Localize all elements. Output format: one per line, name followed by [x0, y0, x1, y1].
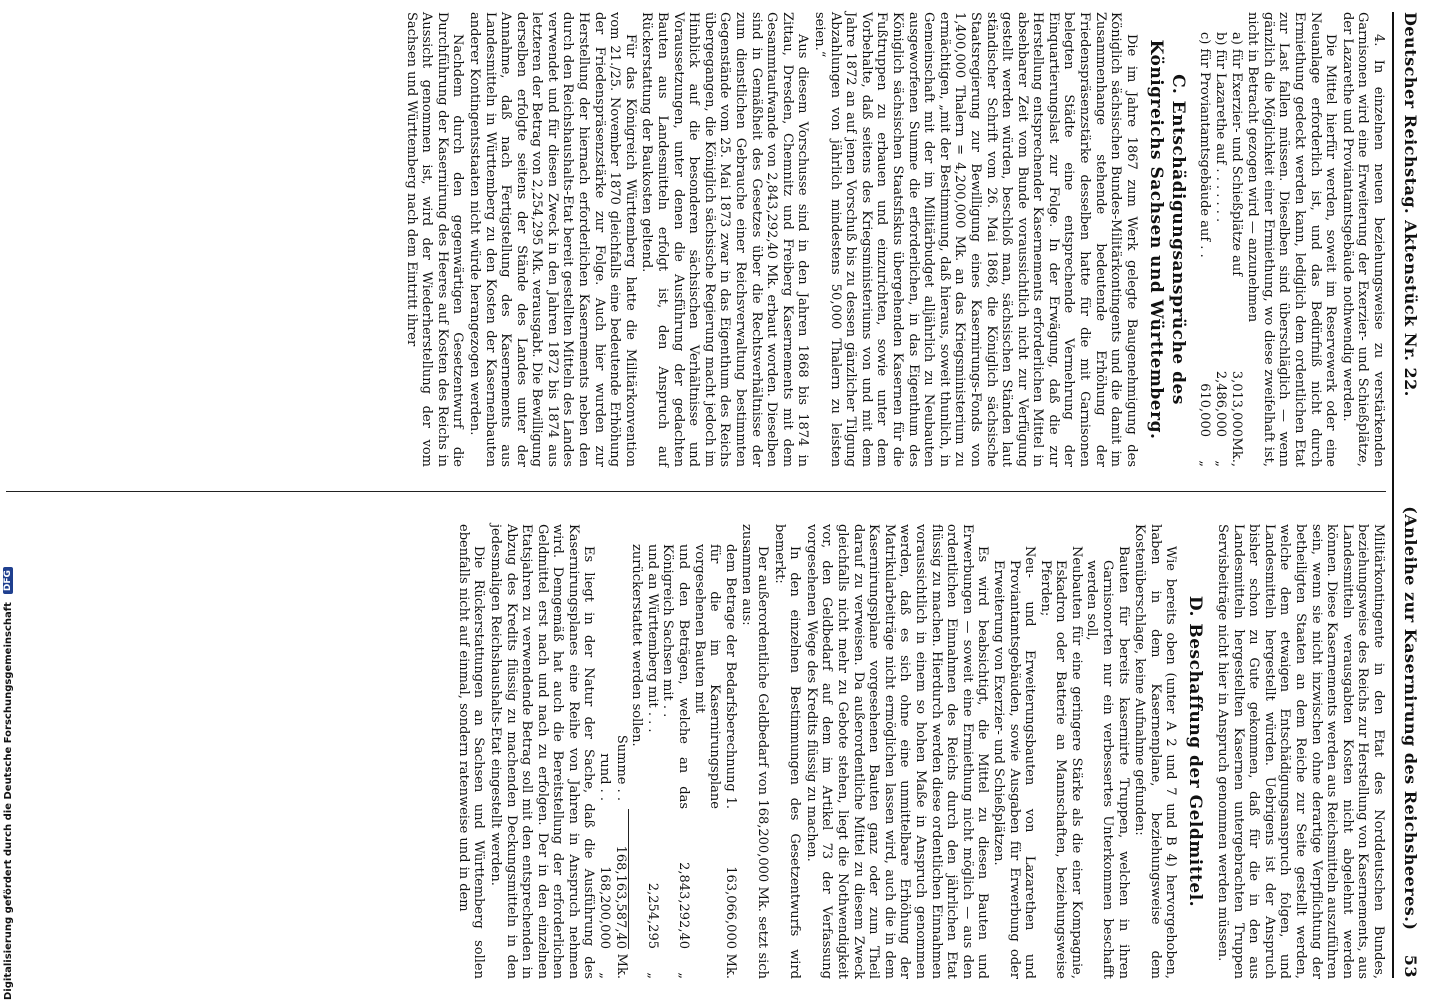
paragraph-vorschuss: Aus diesem Vorschusse sind in den Jahren 1868 bis 1874 in Zittau, Dresden, Chemnitz und Freiberg Kasernements mit dem Gesammtaufwande von 2,843,292,40 Mk. erbaut worden. Dieselben sind in Gemäßheit des Gesetzes über die Rechtsverhältnisse der zum dienstlichen Gebrauche einer Reichsverwaltung bestimmten Gegenstände vom 25. Mai 1873 zwar in das Eigenthum des Reichs übergegangen, die Königlich sächsische Regierung macht jedoch im Hinblick auf die besonderen sächsischen Verhältnisse und Voraussetzungen, unter denen die Ausführung der gedachten Bauten aus Landesmitteln erfolgt ist, den Anspruch auf Rückerstattung der Baukosten geltend. — [639, 12, 811, 467]
rund-row: rund . . 168,200,000 „ — [597, 753, 613, 979]
calc-row: und den Beträgen, welche an das Königreich Sachsen mit . . 2,843,292,40 „ — [660, 544, 692, 979]
right-column — [454, 524, 1386, 979]
dfg-logo: DFG — [3, 567, 13, 594]
cost-item-a: a) für Exerzier- und Schießplätze auf 3,013,000 Mk., — [1228, 32, 1244, 467]
paragraph-nachdem: Nachdem durch den gegenwärtigen Gesetzentwurf die Durchführung der Kasernirung des Heeres auf Kosten des Reichs in Aussicht genommen ist, wird der Wiederherstellung der vom Sachsen und Württemberg nach dem Eintritt ihrer — [403, 12, 466, 467]
left-column — [402, 12, 1386, 467]
paragraph-liegt: Es liegt in der Natur der Sache, daß die Ausführung des Kasernirungsplanes eine Reihe von Jahren in Anspruch nehmen wird. Demgemäß hat auch die Bereitstellung der erforderlichen Geldmittel erst nach und nach zu erfolgen. Der in den einzelnen Etatsjahren zu verwendende Betrag soll mit den entsprechenden in Abzug des Kredits flüssig zu machenden Deckungsmitteln in den jedesmaligen Reichshaushalts-Etat eingestellt werden. — [487, 524, 597, 979]
list-item: Neu- und Erweiterungsbauten von Lazarethen und Proviantamtsgebäuden, sowie Ausgaben für Erwerbung oder Erweiterung von Exerzier- und Schießplätzen. — [990, 546, 1038, 979]
section-heading-c: C. Entschädigungsansprüche des Königreichs Sachsen und Württemberg. — [1145, 39, 1188, 440]
running-header — [1396, 12, 1418, 978]
digitization-credit — [1, 0, 15, 1000]
list-item: Bauten für bereits kasernirte Truppen, welchen in ihren Garnisonorten nur ein verbessertes Unterkommen beschafft werden soll, — [1084, 546, 1131, 979]
column-separator — [6, 491, 1386, 492]
paragraph-continued: Militärkontingente in den Etat des Norddeutschen Bundes, beziehungsweise des Reichs zur Herstellung von Kasernements, aus Landesmitteln verausgabten Kosten nicht abgelehnt werden können. Diese Kasernements werden aus Reichsmitteln auszuführen sein, wenn sie nicht inzwischen ohne derartige Verpflichtung der betheiligten Staaten an dem Reiche zur Seite gestellt werden, welche dem etwaigen Entschädigungsanspruch folgen, und Landesmitteln hergestellt würden. Uebrigens ist der Anspruch bisher schon zu Gute gekommen, daß für die in den aus Landesmitteln hergestellten Kasernen untergebrachten Truppen Servisbeiträge nicht hier in Anspruch genommen werden müssen. — [1215, 524, 1386, 979]
sum-row: Summe . . 168,163,587,40 Mk. — [612, 734, 629, 979]
cost-item-b: b) für Lazarethe auf . . . . . . . 2,486,000 „ — [1213, 32, 1229, 467]
digitization-credit-text: Digitalisierung gefördert durch die Deutsche Forschungsgemeinschaft — [2, 602, 14, 1000]
calc-row: und an Württemberg mit . . . 2,254,295 „ — [644, 544, 660, 979]
cost-item-c: c) für Proviantamtsgebäude auf . . 610,000 „ — [1197, 32, 1213, 467]
calc-row: dem Betrage der Bedarfsberechnung 1. für die im Kasernirungsplane vorgesehenen Bauten mit 163,066,000 Mk. — [691, 544, 738, 979]
section-heading-d: D. Beschaffung der Geldmittel. — [1185, 595, 1206, 908]
paragraph-4: 4. In einzelnen neuen beziehungsweise zu verstärkenden Garnisonen wird eine Erweiterung der Exerzier- und Schießplätze, der Lazarethe und Proviantamtsgebäude nothwendig werden. — [1339, 12, 1386, 467]
list-item: Neubauten für eine geringere Stärke als die einer Kompagnie, Eskadron oder Batterie an Mannschaften, beziehungsweise Pferden; — [1037, 546, 1084, 979]
paragraph-mittel: Die Mittel hierfür werden, soweit im Reservewerk oder eine Neuanlage erforderlich ist, und das Bedürfniß nicht durch Ermiethung gedeckt werden kann, lediglich dem ordentlichen Etat zur Last fallen müssen. Dieselben sind überschläglich — wenn gänzlich die Möglichkeit einer Ermiethung, wo diese zweifelhaft ist, nicht in Betracht gezogen wird — anzunehmen — [1245, 12, 1339, 467]
header-left: Deutscher Reichstag. Aktenstück Nr. 22. — [1401, 12, 1420, 397]
paragraph-bereits: Wie bereits oben (unter A 2 und 7 und B 4) hervorgehoben, haben in dem Kasernenplane, beziehungsweise dem Kostenüberschlage, keine Aufnahme gefunden: — [1132, 524, 1179, 979]
header-rule — [1392, 12, 1394, 978]
header-right: (Anleihe zur Kasernirung des Reichsheeres.) 53 — [1401, 506, 1420, 978]
paragraph-einzelnen: In den einzelnen Bestimmungen des Gesetzentwurfs wird bemerkt: — [771, 524, 803, 979]
paragraph-rueckerstattung: Die Rückerstattungen an Sachsen und Württemberg sollen ebenfalls nicht auf einmal, sondern ratenweise und in dem — [455, 524, 487, 979]
page-number: 53 — [1401, 954, 1420, 978]
paragraph-beabsichtigt: Es wird beabsichtigt, die Mittel zu diesen Bauten und Erwerbungen — soweit eine Ermiethung nicht möglich — aus den ordentlichen Einnahmen des Reichs durch den jährlichen Etat flüssig zu machen. Hierdurch werden diese ordentlichen Einnahmen voraussichtlich in einem so hohen Maße in Anspruch genommen werden, daß es sich ohne eine unmittelbare Erhöhung der Matrikularbeiträge nicht ermöglichen lassen wird, auch die in dem Kasernirungsplane vorgesehenen Bauten ganz oder zum Theil darauf zu verweisen. Da außerordentliche Mittel zu diesem Zweck gleichfalls nicht mehr zu Gebote stehen, liegt die Nothwendigkeit vor, den Geldbedarf auf dem im Artikel 73 der Verfassung vorgesehenen Wege des Kredits flüssig zu machen. — [803, 524, 991, 979]
paragraph-wuerttemberg: Für das Königreich Württemberg hatte die Militärkonvention vom 21./25. November 1870 gleichfalls eine bedeutende Erhöhung der Friedenspräsenzstärke zur Folge. Auch hier wurden zur Herstellung der hiernach erforderlichen Kasernements neben den durch den Reichshaushalts-Etat bereit gestellten Mitteln des Landes verwendet und für diesen Zweck in den Jahren 1872 bis 1874 aus letzteren der Betrag von 2,254,295 Mk. verausgabt. Die Bewilligung derselben erfolgte seitens der Stände des Landes unter der Annahme, daß nach Fertigstellung des Kasernements aus Landesmitteln in Württemberg zu den Kosten der Kasernenbauten anderer Kontingentsstaaten nicht würde herangezogen werden. — [466, 12, 638, 467]
paragraph-sachsen: Die im Jahre 1867 zum Werk gelegte Baugenehmigung des Königlich sächsischen Bundes-Militärkontingents und die damit im Zusammenhange stehende bedeutende Erhöhung der Friedenspräsenzstärke desselben hatte für die mit Garnisonen belegten Städte eine entsprechende Vermehrung der Einquartierungslast zur Folge. In der Erwägung, daß die zur Herstellung entsprechender Kasernements erforderlichen Mittel in absehbarer Zeit vom Bunde voraussichtlich nicht zur Verfügung gestellt werden würden, beschloß man, sächsischen Ständen laut ständischer Schrift vom 26. Mai 1868, die Königlich sächsische Staatsregierung zur Bewilligung eines Kasernirungs-Fonds von 1,400,000 Thalern = 4,200,000 Mk. an das Kriegsministerium zu ermächtigen, „mit der Bestimmung, daß hieraus, soweit thunlich, in Gemeinschaft mit der im Militärbudget alljährlich zu Neubauten ausgeworfenen Summe die erforderlichen, in das Eigenthum des Königlich sächsischen Staatsfiskus übergehenden Kasernen für die Fußtruppen zu erbauen und einzurichten, sowie unter dem Vorbehalte, daß seitens des Kriegsministeriums von und mit dem Jahre 1872 an auf jenen Vorschuß bis zu dessen gänzlicher Tilgung Abzahlungen von jährlich mindestens 50,000 Thalern zu leisten seien.“ — [812, 12, 1139, 467]
calc-row: zurückerstattet werden sollen. — [629, 544, 645, 747]
paragraph-ausserordentliche: Der außerordentliche Geldbedarf von 168,200,000 Mk. setzt sich zusammen aus: — [739, 524, 771, 979]
